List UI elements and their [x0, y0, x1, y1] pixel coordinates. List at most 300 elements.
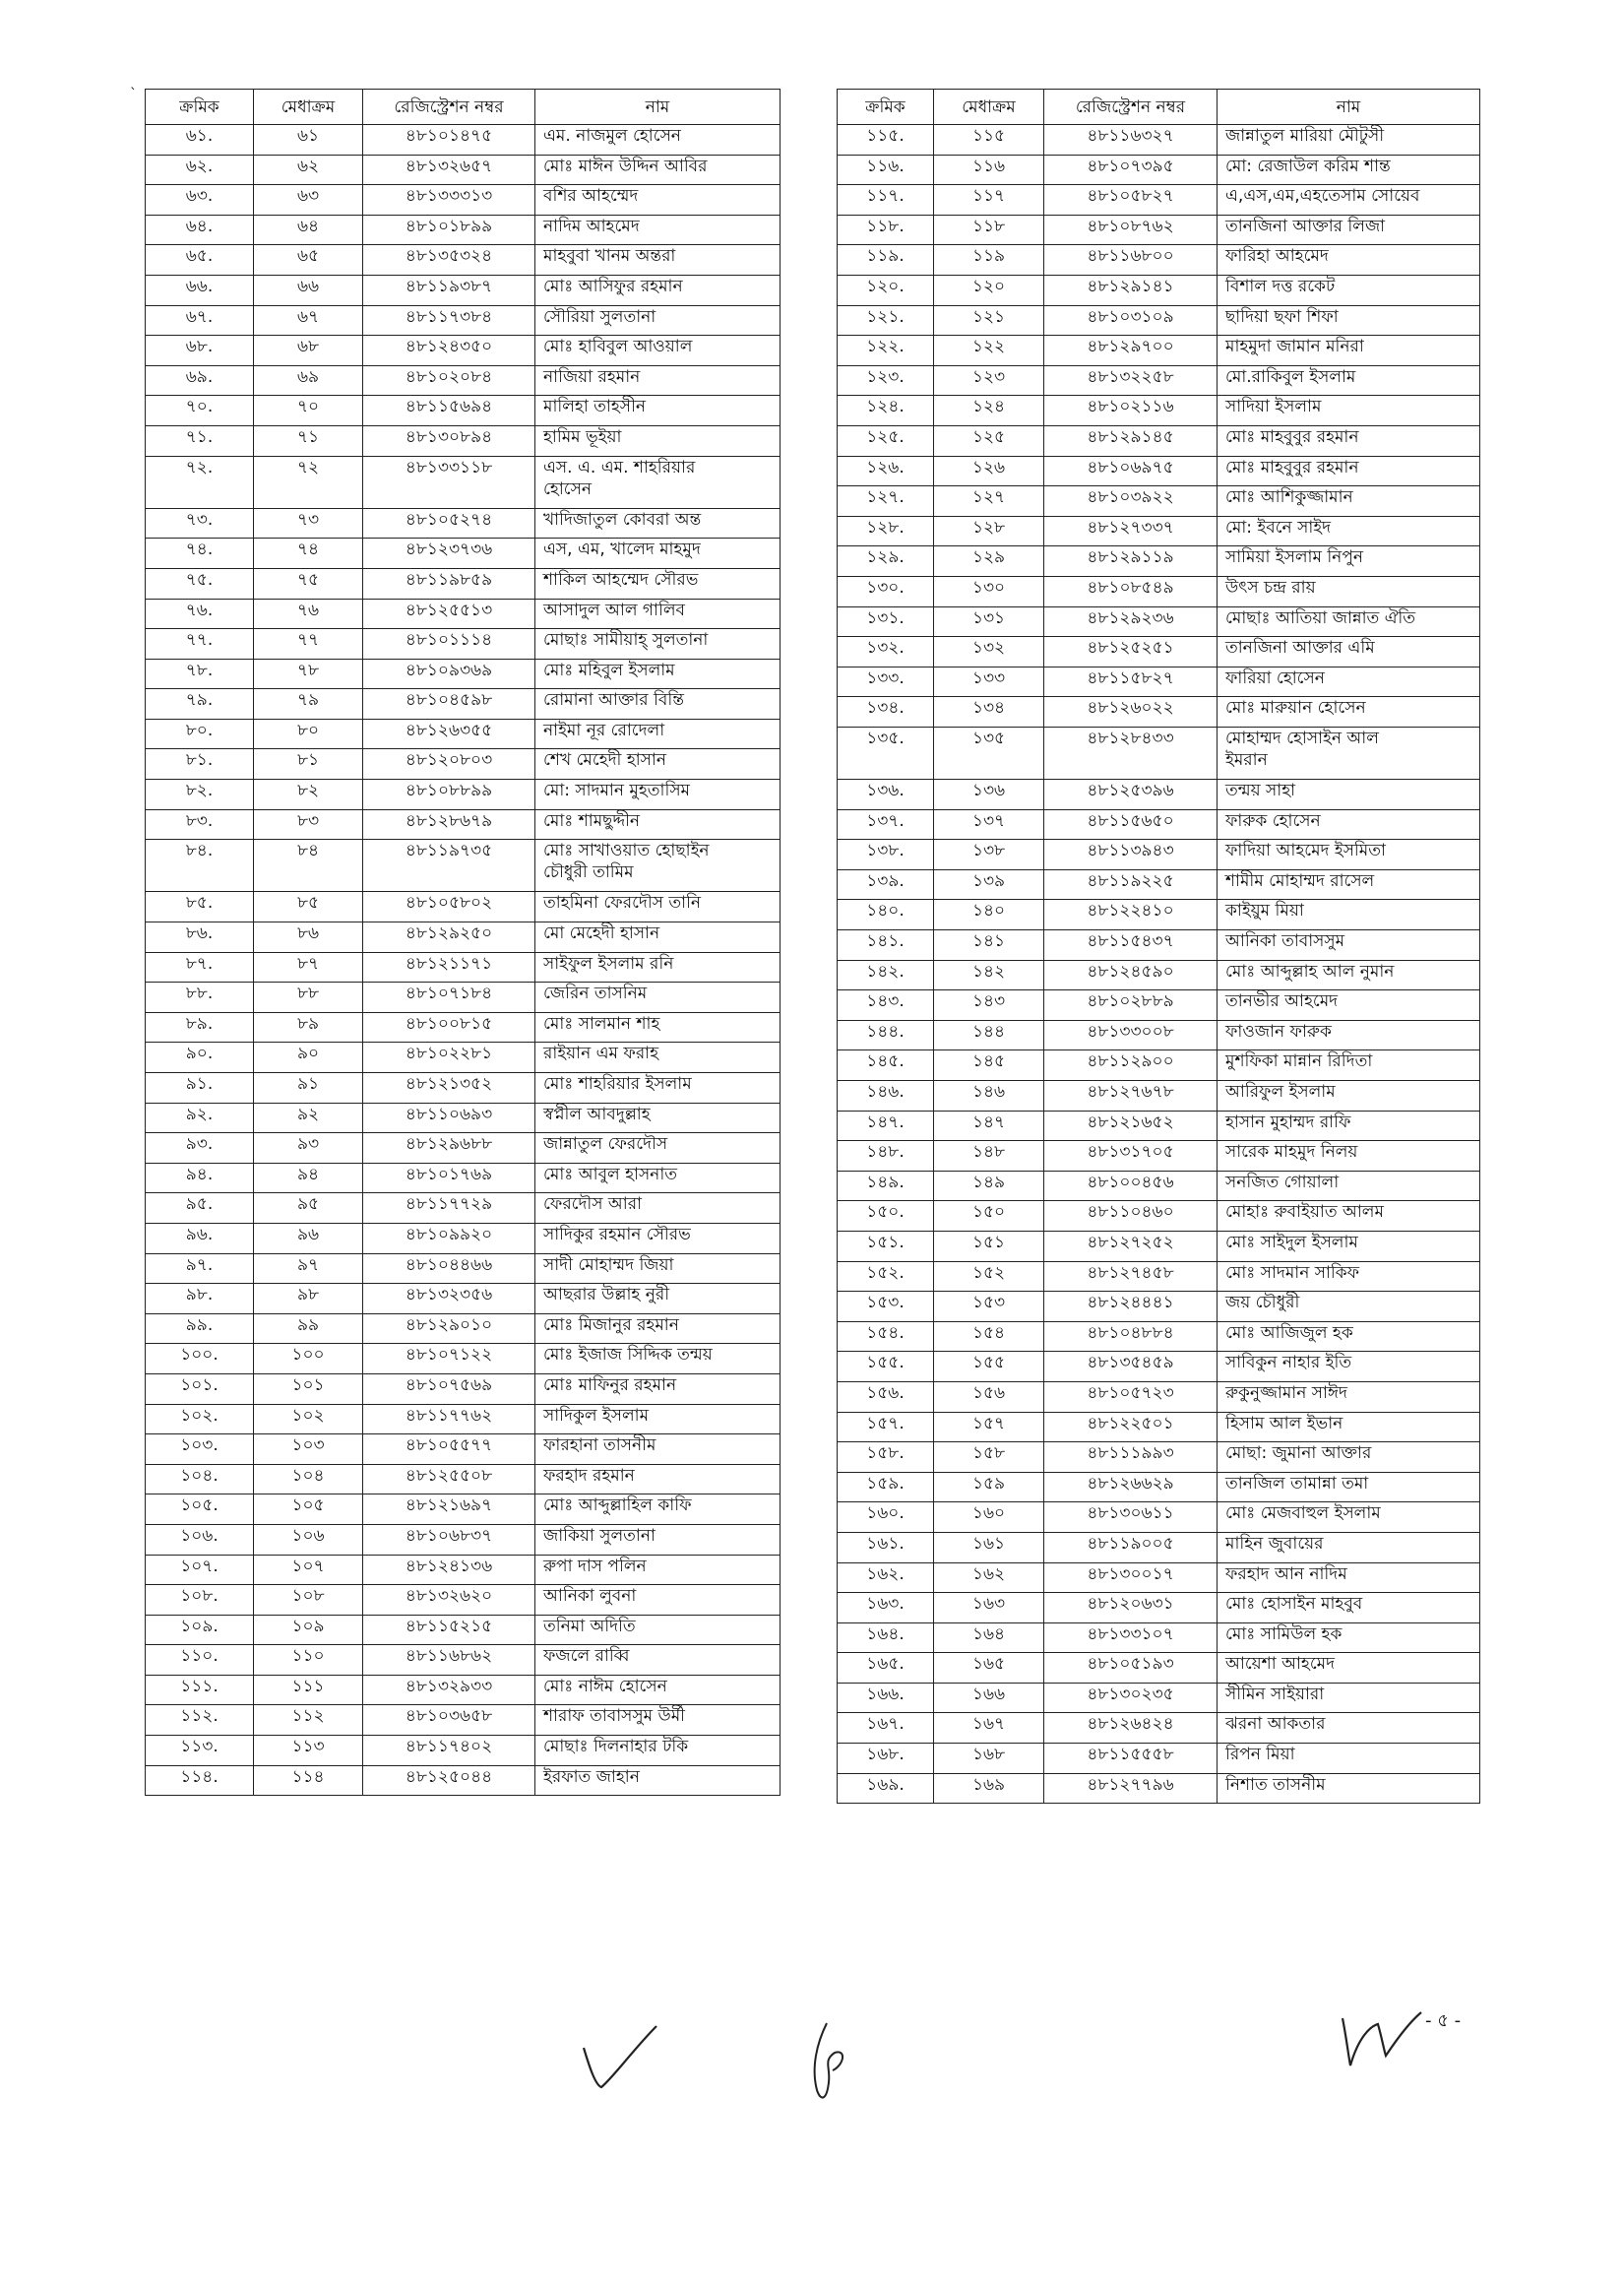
table-row — [838, 275, 1480, 305]
table-row — [146, 749, 781, 780]
name-cell: মোঃ আব্দুল্লাহিল কাফি — [535, 1494, 781, 1525]
serial-cell: ৯৮. — [146, 1284, 254, 1314]
serial-cell: ১০২. — [146, 1404, 254, 1434]
table-row — [838, 1141, 1480, 1172]
registration-cell: ৪৮১১৬৩২৭ — [1044, 125, 1218, 156]
table-row — [146, 1555, 781, 1585]
table-row — [838, 456, 1480, 486]
name-cell: ফরহাদ রহমান — [535, 1464, 781, 1494]
table-row — [838, 305, 1480, 336]
merit-cell: ১৪৬ — [934, 1081, 1044, 1112]
registration-cell: ৪৮১২৬৬২৯ — [1044, 1472, 1218, 1502]
name-cell: ইরফাত জাহান — [535, 1765, 781, 1796]
merit-cell: ১৬৭ — [934, 1713, 1044, 1744]
registration-cell: ৪৮১৩৩১১৮ — [363, 456, 535, 508]
serial-cell: ১৩২. — [838, 637, 934, 668]
serial-cell: ৯০. — [146, 1043, 254, 1073]
merit-cell: ১৬২ — [934, 1562, 1044, 1593]
merit-cell: ৭৫ — [254, 568, 363, 599]
serial-cell: ৭৩. — [146, 508, 254, 539]
table-row — [838, 869, 1480, 900]
name-cell: মোঃ সাখাওয়াত হোছাইন চৌধুরী তামিম — [535, 840, 781, 892]
registration-cell: ৪৮১০৮৮৯৯ — [363, 780, 535, 810]
name-cell: নিশাত তাসনীম — [1218, 1773, 1480, 1804]
name-cell: মোঃ মাফিনুর রহমান — [535, 1373, 781, 1404]
name-cell: মো.রাকিবুল ইসলাম — [1218, 365, 1480, 396]
registration-cell: ৪৮১০৪৪৬৬ — [363, 1253, 535, 1284]
registration-cell: ৪৮১২২৫০১ — [1044, 1412, 1218, 1442]
registration-cell: ৪৮১১০৬৯৩ — [363, 1103, 535, 1133]
merit-cell: ১৬৫ — [934, 1653, 1044, 1684]
table-row — [838, 336, 1480, 366]
table-row — [146, 568, 781, 599]
serial-cell: ১৪৮. — [838, 1141, 934, 1172]
merit-cell: ১৩৮ — [934, 840, 1044, 870]
merit-cell: ৮৩ — [254, 809, 363, 840]
name-cell: মুশফিকা মান্নান রিদিতা — [1218, 1050, 1480, 1081]
registration-cell: ৪৮১১৫৪৩৭ — [1044, 930, 1218, 961]
registration-cell: ৪৮১০৮৫৪৯ — [1044, 576, 1218, 606]
merit-cell: ১১১ — [254, 1675, 363, 1705]
table-row — [146, 1524, 781, 1555]
table-row — [838, 185, 1480, 216]
name-cell: সাদিয়া ইসলাম — [1218, 396, 1480, 426]
table-row — [146, 539, 781, 569]
registration-cell: ৪৮১২০৬৩১ — [1044, 1593, 1218, 1623]
merit-cell: ৯৯ — [254, 1313, 363, 1344]
merit-cell: ১৬৪ — [934, 1622, 1044, 1653]
merit-cell: ১২৯ — [934, 546, 1044, 577]
merit-cell: ১৩৫ — [934, 727, 1044, 779]
name-cell: রিপন মিয়া — [1218, 1744, 1480, 1774]
merit-cell: ১৬১ — [934, 1532, 1044, 1562]
merit-cell: ১৫৫ — [934, 1352, 1044, 1382]
merit-cell: ১৫২ — [934, 1261, 1044, 1292]
registration-cell: ৪৮১১৫৮২৭ — [1044, 667, 1218, 697]
registration-cell: ৪৮১০৫৮২৭ — [1044, 185, 1218, 216]
name-cell: মোঃ হোসাইন মাহবুব — [1218, 1593, 1480, 1623]
name-cell: মোঃ মাহবুবুর রহমান — [1218, 456, 1480, 486]
merit-cell: ১৪৭ — [934, 1111, 1044, 1141]
merit-cell: ১১৬ — [934, 155, 1044, 185]
name-cell: রুপা দাস পলিন — [535, 1555, 781, 1585]
serial-cell: ৬৯. — [146, 365, 254, 396]
merit-cell: ৯১ — [254, 1073, 363, 1104]
registration-cell: ৪৮১১৬৮০০ — [1044, 245, 1218, 276]
name-cell: মোঃ নাঈম হোসেন — [535, 1675, 781, 1705]
merit-cell: ১৬৩ — [934, 1593, 1044, 1623]
serial-cell: ৭১. — [146, 425, 254, 456]
merit-cell: ১৬৮ — [934, 1744, 1044, 1774]
table-row — [838, 1773, 1480, 1804]
name-cell: মোঃ মাঈন উদ্দিন আবির — [535, 155, 781, 185]
merit-cell: ১৬৯ — [934, 1773, 1044, 1804]
registration-cell: ৪৮১২১৬৫২ — [1044, 1111, 1218, 1141]
name-cell: আনিকা লুবনা — [535, 1585, 781, 1616]
header-merit: মেধাক্রম — [254, 90, 363, 125]
registration-cell: ৪৮১০৭৫৬৯ — [363, 1373, 535, 1404]
table-row — [838, 245, 1480, 276]
table-row — [146, 1615, 781, 1645]
merit-cell: ৯৪ — [254, 1163, 363, 1193]
name-cell: মোঃ সাদমান সাকিফ — [1218, 1261, 1480, 1292]
name-cell: হামিম ভূইয়া — [535, 425, 781, 456]
serial-cell: ৭২. — [146, 456, 254, 508]
table-row — [838, 1171, 1480, 1201]
registration-cell: ৪৮১১০৪৬০ — [1044, 1201, 1218, 1232]
table-row — [838, 990, 1480, 1021]
table-row — [146, 1313, 781, 1344]
merit-cell: ৬৮ — [254, 336, 363, 366]
name-cell: মোঃ মেজবাহুল ইসলাম — [1218, 1502, 1480, 1533]
registration-cell: ৪৮১৩৩১০৭ — [1044, 1622, 1218, 1653]
merit-cell: ৭৮ — [254, 659, 363, 689]
registration-cell: ৪৮১২৯৭০০ — [1044, 336, 1218, 366]
serial-cell: ১০১. — [146, 1373, 254, 1404]
name-cell: মোঃ সামিউল হক — [1218, 1622, 1480, 1653]
name-cell: মোঃ শাহরিয়ার ইসলাম — [535, 1073, 781, 1104]
registration-cell: ৪৮১১৫৬৫০ — [1044, 809, 1218, 840]
name-cell: ফরহাদ আন নাদিম — [1218, 1562, 1480, 1593]
serial-cell: ১১৮. — [838, 215, 934, 245]
merit-cell: ৭৯ — [254, 689, 363, 720]
serial-cell: ১১৯. — [838, 245, 934, 276]
registration-cell: ৪৮১১৯৭৩৫ — [363, 840, 535, 892]
name-cell: তানভীর আহমেদ — [1218, 990, 1480, 1021]
merit-cell: ১২৮ — [934, 516, 1044, 546]
table-row — [838, 1532, 1480, 1562]
serial-cell: ৭৯. — [146, 689, 254, 720]
table-row — [146, 1705, 781, 1736]
header-serial: ক্রমিক — [146, 90, 254, 125]
name-cell: কাইয়ুম মিয়া — [1218, 900, 1480, 930]
serial-cell: ১৬৪. — [838, 1622, 934, 1653]
name-cell: বশির আহম্মেদ — [535, 185, 781, 216]
serial-cell: ৮৫. — [146, 892, 254, 922]
registration-cell: ৪৮১০৭১২২ — [363, 1344, 535, 1374]
name-cell: শারাফ তাবাসসুম উর্মী — [535, 1705, 781, 1736]
serial-cell: ৬১. — [146, 125, 254, 156]
merit-cell: ৮৫ — [254, 892, 363, 922]
name-cell: উৎস চন্দ্র রায় — [1218, 576, 1480, 606]
merit-cell: ১২৬ — [934, 456, 1044, 486]
table-row — [838, 215, 1480, 245]
merit-cell: ৭১ — [254, 425, 363, 456]
table-row — [838, 1081, 1480, 1112]
name-cell: ফাদিয়া আহমেদ ইসমিতা — [1218, 840, 1480, 870]
merit-cell: ৮৪ — [254, 840, 363, 892]
registration-cell: ৪৮১১৭৭২৯ — [363, 1193, 535, 1224]
table-row — [838, 1744, 1480, 1774]
registration-cell: ৪৮১১৫২১৫ — [363, 1615, 535, 1645]
name-cell: সামিয়া ইসলাম নিপুন — [1218, 546, 1480, 577]
serial-cell: ১২২. — [838, 336, 934, 366]
serial-cell: ১৫৩. — [838, 1292, 934, 1322]
registration-cell: ৪৮১০৩৯২২ — [1044, 486, 1218, 517]
serial-cell: ১৫৭. — [838, 1412, 934, 1442]
registration-cell: ৪৮১০১৪৭৫ — [363, 125, 535, 156]
name-cell: স্বপ্নীল আবদুল্লাহ — [535, 1103, 781, 1133]
merit-cell: ৯৫ — [254, 1193, 363, 1224]
merit-cell: ১৫৭ — [934, 1412, 1044, 1442]
table-row — [146, 659, 781, 689]
serial-cell: ১৫২. — [838, 1261, 934, 1292]
serial-cell: ১২৬. — [838, 456, 934, 486]
registration-cell: ৪৮১০২২৮১ — [363, 1043, 535, 1073]
merit-cell: ১৩৭ — [934, 809, 1044, 840]
serial-cell: ১৩৮. — [838, 840, 934, 870]
name-cell: ঝরনা আকতার — [1218, 1713, 1480, 1744]
table-row — [838, 125, 1480, 156]
registration-cell: ৪৮১২৫০৪৪ — [363, 1765, 535, 1796]
serial-cell: ১১৩. — [146, 1736, 254, 1766]
serial-cell: ১১২. — [146, 1705, 254, 1736]
registration-cell: ৪৮১৩০৮৯৪ — [363, 425, 535, 456]
serial-cell: ১২৭. — [838, 486, 934, 517]
serial-cell: ১০০. — [146, 1344, 254, 1374]
merit-cell: ১২১ — [934, 305, 1044, 336]
table-row — [146, 365, 781, 396]
table-row — [838, 1201, 1480, 1232]
name-cell: ফারিয়া হোসেন — [1218, 667, 1480, 697]
merit-cell: ৭৬ — [254, 599, 363, 629]
serial-cell: ৮৬. — [146, 922, 254, 953]
table-body-right — [838, 125, 1480, 1804]
table-row — [838, 396, 1480, 426]
serial-cell: ১২৮. — [838, 516, 934, 546]
name-cell: আসাদুল আল গালিব — [535, 599, 781, 629]
registration-cell: ৪৮১২৪১৩৬ — [363, 1555, 535, 1585]
serial-cell: ১৬৯. — [838, 1773, 934, 1804]
serial-cell: ৬৪. — [146, 215, 254, 245]
table-row — [146, 1073, 781, 1104]
serial-cell: ১২৯. — [838, 546, 934, 577]
serial-cell: ১০৯. — [146, 1615, 254, 1645]
serial-cell: ৬২. — [146, 155, 254, 185]
table-row — [146, 1133, 781, 1164]
registration-cell: ৪৮১০২৮৮৯ — [1044, 990, 1218, 1021]
serial-cell: ১৪৫. — [838, 1050, 934, 1081]
table-row — [146, 1494, 781, 1525]
name-cell: মাহবুবা খানম অন্তরা — [535, 245, 781, 276]
table-header-row — [838, 90, 1480, 125]
name-cell: মো: ইবনে সাইদ — [1218, 516, 1480, 546]
merit-cell: ১৫৩ — [934, 1292, 1044, 1322]
table-row — [838, 1593, 1480, 1623]
serial-cell: ১৬০. — [838, 1502, 934, 1533]
merit-table-right — [837, 89, 1480, 1804]
table-row — [838, 606, 1480, 637]
merit-cell: ৬৯ — [254, 365, 363, 396]
registration-cell: ৪৮১২৪৫৯০ — [1044, 960, 1218, 990]
table-row — [838, 1231, 1480, 1261]
table-body-left — [146, 125, 781, 1796]
merit-cell: ১১৭ — [934, 185, 1044, 216]
serial-cell: ১৩৬. — [838, 780, 934, 810]
table-row — [838, 1321, 1480, 1352]
registration-cell: ৪৮১২৩৭৩৬ — [363, 539, 535, 569]
table-row — [838, 1381, 1480, 1412]
signature-mark-3 — [1337, 1999, 1425, 2077]
name-cell: এ,এস,এম,এহতেসাম সোয়েব — [1218, 185, 1480, 216]
serial-cell: ১৬৬. — [838, 1683, 934, 1713]
registration-cell: ৪৮১০২১১৬ — [1044, 396, 1218, 426]
table-row — [146, 245, 781, 276]
registration-cell: ৪৮১০১৮৯৯ — [363, 215, 535, 245]
serial-cell: ১৩৯. — [838, 869, 934, 900]
name-cell: মোহাম্মদ হোসাইন আল ইমরান — [1218, 727, 1480, 779]
serial-cell: ১৫১. — [838, 1231, 934, 1261]
table-row — [146, 1223, 781, 1253]
registration-cell: ৪৮১২৪৪৪১ — [1044, 1292, 1218, 1322]
table-row — [146, 1253, 781, 1284]
merit-cell: ১৪১ — [934, 930, 1044, 961]
registration-cell: ৪৮১২৬০২২ — [1044, 697, 1218, 728]
table-row — [838, 1502, 1480, 1533]
name-cell: সৌরিয়া সুলতানা — [535, 305, 781, 336]
serial-cell: ৯২. — [146, 1103, 254, 1133]
serial-cell: ১৪৩. — [838, 990, 934, 1021]
registration-cell: ৪৮১০৫৭২৩ — [1044, 1381, 1218, 1412]
serial-cell: ১৫৮. — [838, 1442, 934, 1473]
serial-cell: ১৪১. — [838, 930, 934, 961]
serial-cell: ৬৩. — [146, 185, 254, 216]
registration-cell: ৪৮১০৫১৯৩ — [1044, 1653, 1218, 1684]
registration-cell: ৪৮১০১৭৬৯ — [363, 1163, 535, 1193]
name-cell: ফেরদৌস আরা — [535, 1193, 781, 1224]
merit-cell: ১০০ — [254, 1344, 363, 1374]
registration-cell: ৪৮১২৭৩৩৭ — [1044, 516, 1218, 546]
table-row — [838, 1050, 1480, 1081]
table-row — [838, 425, 1480, 456]
merit-cell: ১০৫ — [254, 1494, 363, 1525]
merit-cell: ১০৭ — [254, 1555, 363, 1585]
table-row — [146, 508, 781, 539]
serial-cell: ১২৫. — [838, 425, 934, 456]
table-row — [146, 425, 781, 456]
merit-cell: ৬৩ — [254, 185, 363, 216]
registration-cell: ৪৮১১৫৬৯৪ — [363, 396, 535, 426]
serial-cell: ১৩১. — [838, 606, 934, 637]
name-cell: সীমিন সাইয়ারা — [1218, 1683, 1480, 1713]
serial-cell: ৯৪. — [146, 1163, 254, 1193]
table-row — [838, 900, 1480, 930]
name-cell: নাদিম আহমেদ — [535, 215, 781, 245]
table-row — [838, 516, 1480, 546]
name-cell: মালিহা তাহসীন — [535, 396, 781, 426]
table-row — [146, 1645, 781, 1676]
registration-cell: ৪৮১২১৩৫২ — [363, 1073, 535, 1104]
merit-cell: ৯৮ — [254, 1284, 363, 1314]
serial-cell: ৮৩. — [146, 809, 254, 840]
name-cell: রুকুনুজ্জামান সাঈদ — [1218, 1381, 1480, 1412]
serial-cell: ১৩৭. — [838, 809, 934, 840]
name-cell: ফজলে রাব্বি — [535, 1645, 781, 1676]
table-row — [146, 336, 781, 366]
name-cell: ফারুক হোসেন — [1218, 809, 1480, 840]
table-row — [146, 922, 781, 953]
name-cell: ফারিহা আহমেদ — [1218, 245, 1480, 276]
serial-cell: ১৬১. — [838, 1532, 934, 1562]
name-cell: সনজিত গোয়ালা — [1218, 1171, 1480, 1201]
registration-cell: ৪৮১২৬৪২৪ — [1044, 1713, 1218, 1744]
serial-cell: ৭৪. — [146, 539, 254, 569]
name-cell: এম. নাজমুল হোসেন — [535, 125, 781, 156]
registration-cell: ৪৮১১৯০০৫ — [1044, 1532, 1218, 1562]
merit-cell: ৬১ — [254, 125, 363, 156]
registration-cell: ৪৮১২৯১৪৫ — [1044, 425, 1218, 456]
name-cell: নাজিয়া রহমান — [535, 365, 781, 396]
table-row — [146, 1434, 781, 1465]
name-cell: মোহাঃ রুবাইয়াত আলম — [1218, 1201, 1480, 1232]
merit-cell: ১৫১ — [934, 1231, 1044, 1261]
table-row — [146, 275, 781, 305]
table-row — [146, 125, 781, 156]
table-row — [838, 1412, 1480, 1442]
table-row — [838, 780, 1480, 810]
name-cell: বিশাল দত্ত রকেট — [1218, 275, 1480, 305]
name-cell: মো মেহেদী হাসান — [535, 922, 781, 953]
serial-cell: ৭৬. — [146, 599, 254, 629]
name-cell: মোঃ মিজানুর রহমান — [535, 1313, 781, 1344]
merit-table-left — [145, 89, 781, 1796]
merit-cell: ১১৯ — [934, 245, 1044, 276]
table-row — [146, 892, 781, 922]
registration-cell: ৪৮১১৭৭৬২ — [363, 1404, 535, 1434]
merit-cell: ১২৩ — [934, 365, 1044, 396]
merit-cell: ১৩৩ — [934, 667, 1044, 697]
table-row — [838, 930, 1480, 961]
merit-cell: ১০৬ — [254, 1524, 363, 1555]
registration-cell: ৪৮১১৭৩৮৪ — [363, 305, 535, 336]
merit-cell: ১৩১ — [934, 606, 1044, 637]
table-row — [146, 840, 781, 892]
serial-cell: ৮৪. — [146, 840, 254, 892]
registration-cell: ৪৮১১৯৩৮৭ — [363, 275, 535, 305]
merit-cell: ৮৭ — [254, 952, 363, 983]
serial-cell: ১১৪. — [146, 1765, 254, 1796]
serial-cell: ১৬৫. — [838, 1653, 934, 1684]
registration-cell: ৪৮১২৯১৪১ — [1044, 275, 1218, 305]
name-cell: আছরার উল্লাহ নুরী — [535, 1284, 781, 1314]
table-row — [146, 1675, 781, 1705]
serial-cell: ৭৮. — [146, 659, 254, 689]
registration-cell: ৪৮১৩৩৩১৩ — [363, 185, 535, 216]
table-row — [146, 305, 781, 336]
table-row — [146, 1163, 781, 1193]
registration-cell: ৪৮১০৯৩৬৯ — [363, 659, 535, 689]
registration-cell: ৪৮১০২০৮৪ — [363, 365, 535, 396]
name-cell: এস. এ. এম. শাহরিয়ার হোসেন — [535, 456, 781, 508]
merit-cell: ১১৫ — [934, 125, 1044, 156]
serial-cell: ৯৬. — [146, 1223, 254, 1253]
table-row — [146, 215, 781, 245]
name-cell: হাসান মুহাম্মদ রাফি — [1218, 1111, 1480, 1141]
merit-cell: ১২৭ — [934, 486, 1044, 517]
name-cell: মোঃ আশিকুজ্জামান — [1218, 486, 1480, 517]
serial-cell: ১১৬. — [838, 155, 934, 185]
registration-cell: ৪৮১৩৫৩২৪ — [363, 245, 535, 276]
serial-cell: ৭৫. — [146, 568, 254, 599]
name-cell: মোঃ আসিফুর রহমান — [535, 275, 781, 305]
table-row — [838, 1683, 1480, 1713]
merit-cell: ১০২ — [254, 1404, 363, 1434]
name-cell: জাকিয়া সুলতানা — [535, 1524, 781, 1555]
table-row — [838, 697, 1480, 728]
name-cell: তানজিল তামান্না তমা — [1218, 1472, 1480, 1502]
merit-cell: ৯৭ — [254, 1253, 363, 1284]
merit-cell: ১৩৪ — [934, 697, 1044, 728]
